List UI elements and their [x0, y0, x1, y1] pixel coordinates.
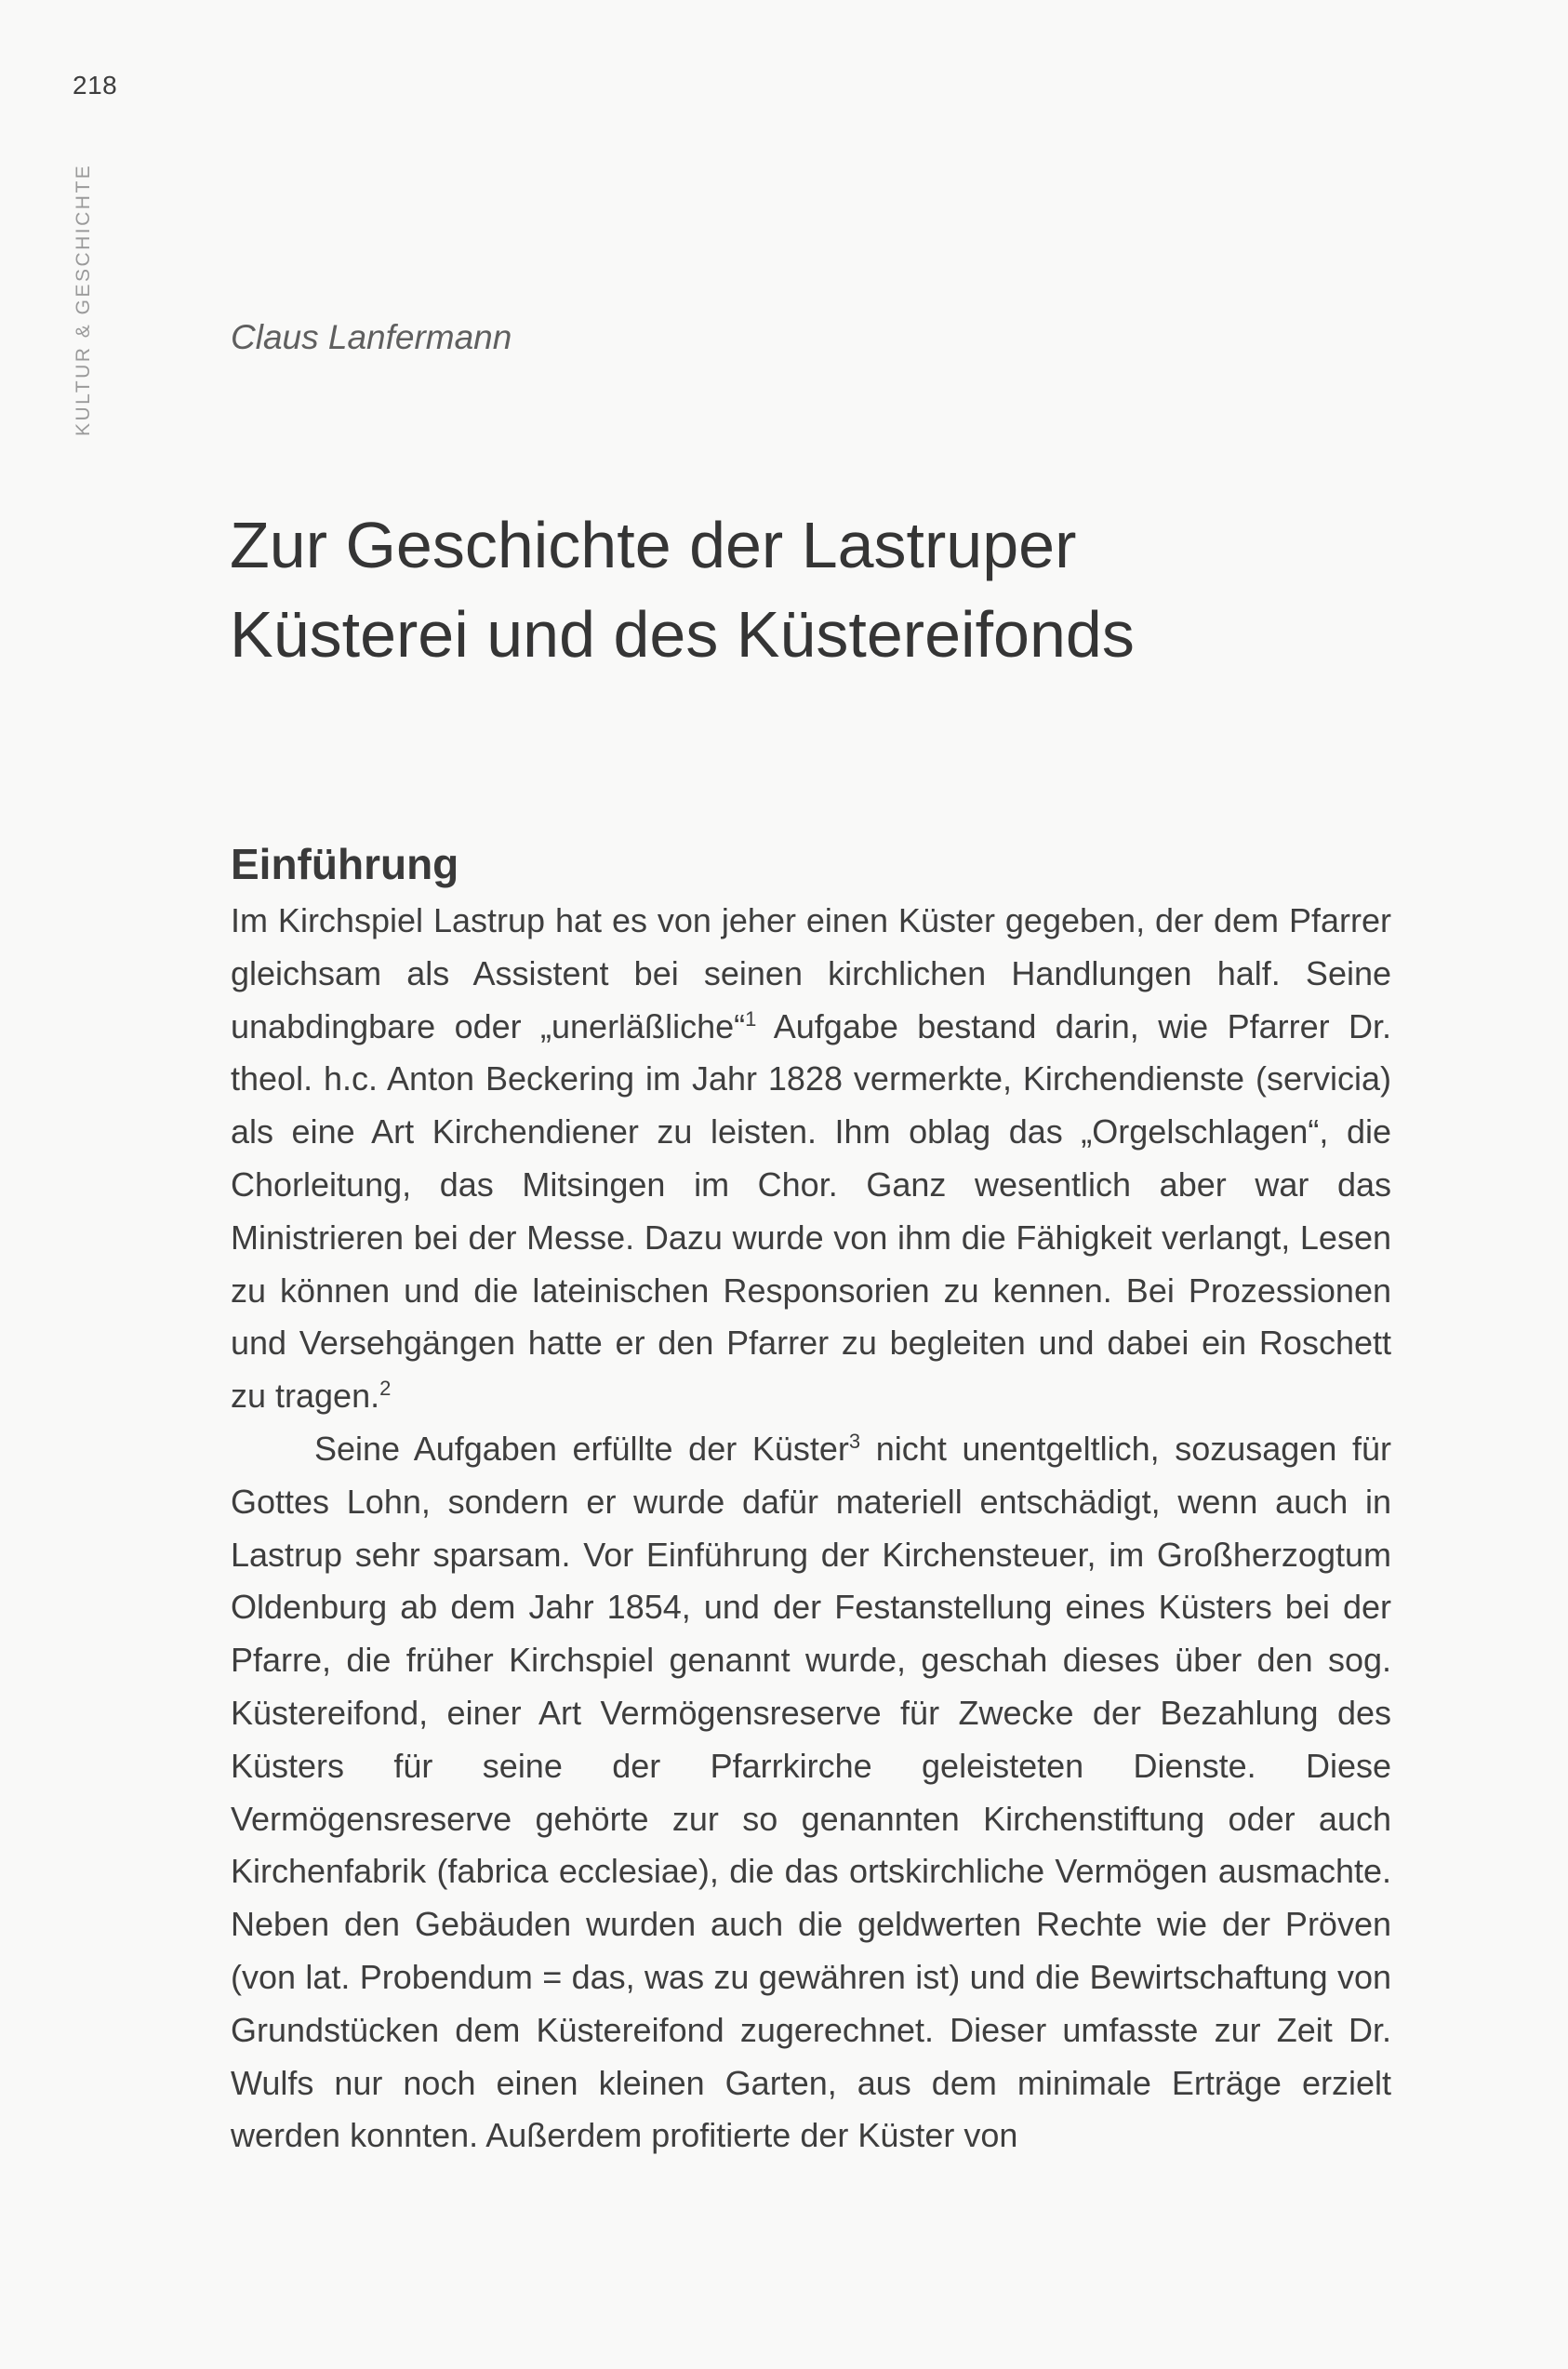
paragraph-1-text-a: Im Kirchspiel Lastrup hat es von jeher einen Küster gegeben, der dem Pfarrer gleichsam als Assistent bei seinen kirchlichen Handlungen half. Seine unabdingbare oder „unerläßliche“ — [231, 901, 1391, 1045]
article-title — [230, 500, 1402, 679]
paragraph-2 — [231, 1423, 1391, 2163]
footnote-ref-1: 1 — [745, 1006, 757, 1031]
section-running-head: KULTUR & GESCHICHTE — [73, 164, 94, 437]
paragraph-1 — [231, 895, 1391, 1423]
author-name: Claus Lanfermann — [231, 318, 512, 356]
article-body — [231, 895, 1391, 2163]
page-number: 218 — [73, 71, 118, 100]
footnote-ref-2: 2 — [379, 1377, 392, 1401]
article-title-line-2: Küsterei und des Küstereifonds — [230, 598, 1135, 671]
article-title-line-1: Zur Geschichte der Lastruper — [230, 509, 1077, 581]
paragraph-1-text-b: Aufgabe bestand darin, wie Pfarrer Dr. theol. h.c. Anton Beckering im Jahr 1828 vermerkte, Kirchendienste (servicia) als eine Art Kirchendiener zu leisten. Ihm oblag das „Orgelschlagen“, die Chorleitung, das Mitsingen im Chor. Ganz wesentlich aber war das Ministrieren bei der Messe. Dazu wurde von ihm die Fähigkeit verlangt, Lesen zu können und die lateinischen Responsorien zu kennen. Bei Prozessionen und Versehgängen hatte er den Pfarrer zu begleiten und dabei ein Roschett zu tragen. — [231, 1006, 1391, 1416]
footnote-ref-3: 3 — [848, 1429, 861, 1453]
paragraph-2-text-a: Seine Aufgaben erfüllte der Küster — [314, 1429, 849, 1468]
section-heading: Einführung — [231, 840, 459, 888]
paragraph-2-text-b: nicht unentgeltlich, sozusagen für Gottes Lohn, sondern er wurde dafür materiell entschädigt, wenn auch in Lastrup sehr sparsam. Vor Einführung der Kirchensteuer, im Großherzogtum Oldenburg ab dem Jahr 1854, und der Festanstellung eines Küsters bei der Pfarre, die früher Kirchspiel genannt wurde, geschah dieses über den sog. Küstereifond, einer Art Vermögensreserve für Zwecke der Bezahlung des Küsters für seine der Pfarrkirche geleisteten Dienste. Diese Vermögensreserve gehörte zur so genannten Kirchenstiftung oder auch Kirchenfabrik (fabrica ecclesiae), die das ortskirchliche Vermögen ausmachte. Neben den Gebäuden wurden auch die geldwerten Rechte wie der Pröven (von lat. Probendum = das, was zu gewähren ist) und die Bewirtschaftung von Grundstücken dem Küstereifond zugerechnet. Dieser umfasste zur Zeit Dr. Wulfs nur noch einen kleinen Garten, aus dem minimale Erträge erzielt werden konnten. Außerdem profitierte der Küster von — [231, 1429, 1391, 2155]
